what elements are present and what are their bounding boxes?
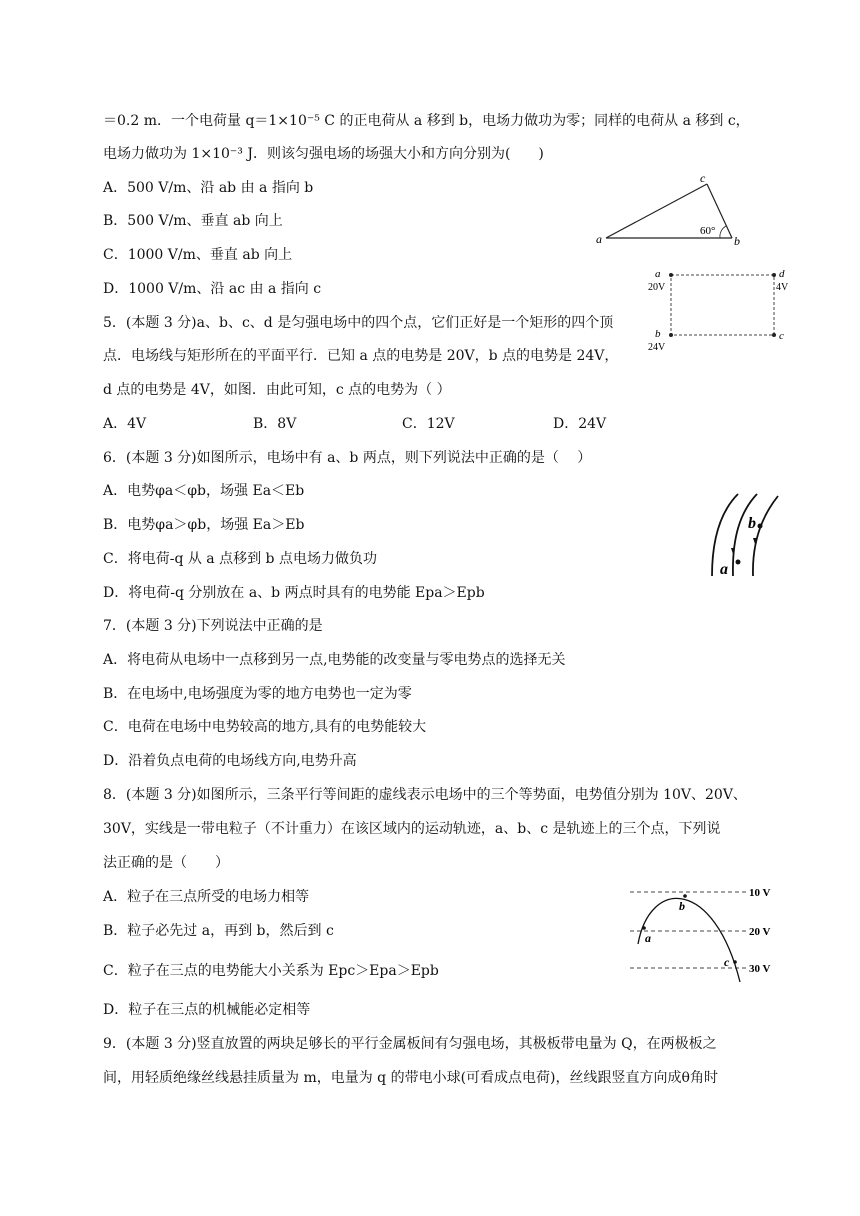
field-label-b: b	[748, 515, 756, 532]
rectangle-figure	[646, 266, 796, 356]
q7-option-c: C．电荷在电场中电势较高的地方,具有的电势能较大	[103, 719, 427, 735]
q4-option-a: A．500 V/m、沿 ab 由 a 指向 b	[103, 180, 314, 196]
q6-option-d: D．将电荷-q 分别放在 a、b 两点时具有的电势能 Epa＞Epb	[103, 585, 485, 601]
field-label-a: a	[720, 561, 728, 578]
equip-label-b: b	[679, 899, 685, 913]
equipotential-figure	[628, 878, 788, 988]
equip-label-c: c	[724, 955, 730, 969]
equip-label-30v: 30 V	[749, 963, 771, 975]
q6-option-a: A．电势φa＜φb，场强 Ea＜Eb	[103, 483, 305, 499]
q4-option-d: D．1000 V/m、沿 ac 由 a 指向 c	[103, 281, 322, 297]
q9-stem-line-1: 9．(本题 3 分)竖直放置的两块足够长的平行金属板间有匀强电场，其极板带电量为 Q，在两极板之	[103, 1036, 717, 1052]
q8-option-b: B．粒子必先过 a，再到 b，然后到 c	[103, 923, 334, 939]
q5-stem-line-1: 5．(本题 3 分)a、b、c、d 是匀强电场中的四个点，它们正好是一个矩形的四个顶	[103, 315, 614, 331]
triangle-angle-label: 60°	[700, 225, 716, 237]
q5-option-c: C．12V	[402, 416, 455, 432]
q6-option-b: B．电势φa＞φb，场强 Ea＞Eb	[103, 517, 305, 533]
q6-option-c: C．将电荷-q 从 a 点移到 b 点电场力做负功	[103, 551, 377, 567]
q6-stem: 6．(本题 3 分)如图所示，电场中有 a、b 两点，则下列说法中正确的是（ ）	[103, 450, 592, 466]
field-lines-figure	[700, 488, 790, 580]
triangle-label-c: c	[700, 171, 706, 185]
q8-stem-line-3: 法正确的是（ ）	[103, 855, 229, 871]
triangle-label-b: b	[734, 234, 740, 248]
q7-option-a: A．将电荷从电场中一点移到另一点,电势能的改变量与零电势点的选择无关	[103, 652, 566, 668]
q8-option-d: D．粒子在三点的机械能必定相等	[103, 1002, 311, 1018]
q8-option-c: C．粒子在三点的电势能大小关系为 Epc＞Epa＞Epb	[103, 963, 439, 979]
text-line-1: ＝0.2 m．一个电荷量 q＝1×10⁻⁵ C 的正电荷从 a 移到 b，电场力做功为零；同样的电荷从 a 移到 c，	[103, 113, 750, 129]
q8-stem-line-1: 8．(本题 3 分)如图所示，三条平行等间距的虚线表示电场中的三个等势面，电势值分别为 10V、20V、	[103, 787, 747, 803]
q4-option-c: C．1000 V/m、垂直 ab 向上	[103, 247, 293, 263]
q8-stem-line-2: 30V，实线是一带电粒子（不计重力）在该区域内的运动轨迹，a、b、c 是轨迹上的三个点，下列说	[103, 821, 721, 837]
equip-label-a: a	[645, 931, 651, 945]
triangle-figure	[592, 170, 762, 250]
q7-stem: 7．(本题 3 分)下列说法中正确的是	[103, 618, 323, 634]
rect-label-vd: 4V	[776, 282, 789, 293]
rect-label-va: 20V	[648, 282, 666, 293]
q5-option-d: D．24V	[553, 416, 607, 432]
rect-label-d: d	[779, 268, 785, 280]
rect-label-b: b	[655, 328, 661, 340]
q9-stem-line-2: 间，用轻质绝缘丝线悬挂质量为 m，电量为 q 的带电小球(可看成点电荷)，丝线跟竖直方向成θ角时	[103, 1070, 718, 1086]
equip-label-10v: 10 V	[749, 887, 771, 899]
q7-option-d: D．沿着负点电荷的电场线方向,电势升高	[103, 753, 357, 769]
triangle-label-a: a	[596, 232, 602, 246]
q5-stem-line-2: 点．电场线与矩形所在的平面平行．已知 a 点的电势是 20V，b 点的电势是 24V，	[103, 348, 619, 364]
text-line-2: 电场力做功为 1×10⁻³ J．则该匀强电场的场强大小和方向分别为( )	[103, 146, 544, 162]
equip-label-20v: 20 V	[749, 926, 771, 938]
q7-option-b: B．在电场中,电场强度为零的地方电势也一定为零	[103, 686, 412, 702]
rect-label-c: c	[779, 330, 784, 342]
rect-label-vb: 24V	[648, 342, 666, 353]
q4-option-b: B．500 V/m、垂直 ab 向上	[103, 213, 283, 229]
q5-stem-line-3: d 点的电势是 4V，如图．由此可知，c 点的电势为（ ）	[103, 382, 451, 398]
q8-option-a: A．粒子在三点所受的电场力相等	[103, 889, 310, 905]
rect-label-a: a	[655, 268, 661, 280]
q5-option-a: A．4V	[103, 416, 147, 432]
q5-option-b: B．8V	[253, 416, 297, 432]
